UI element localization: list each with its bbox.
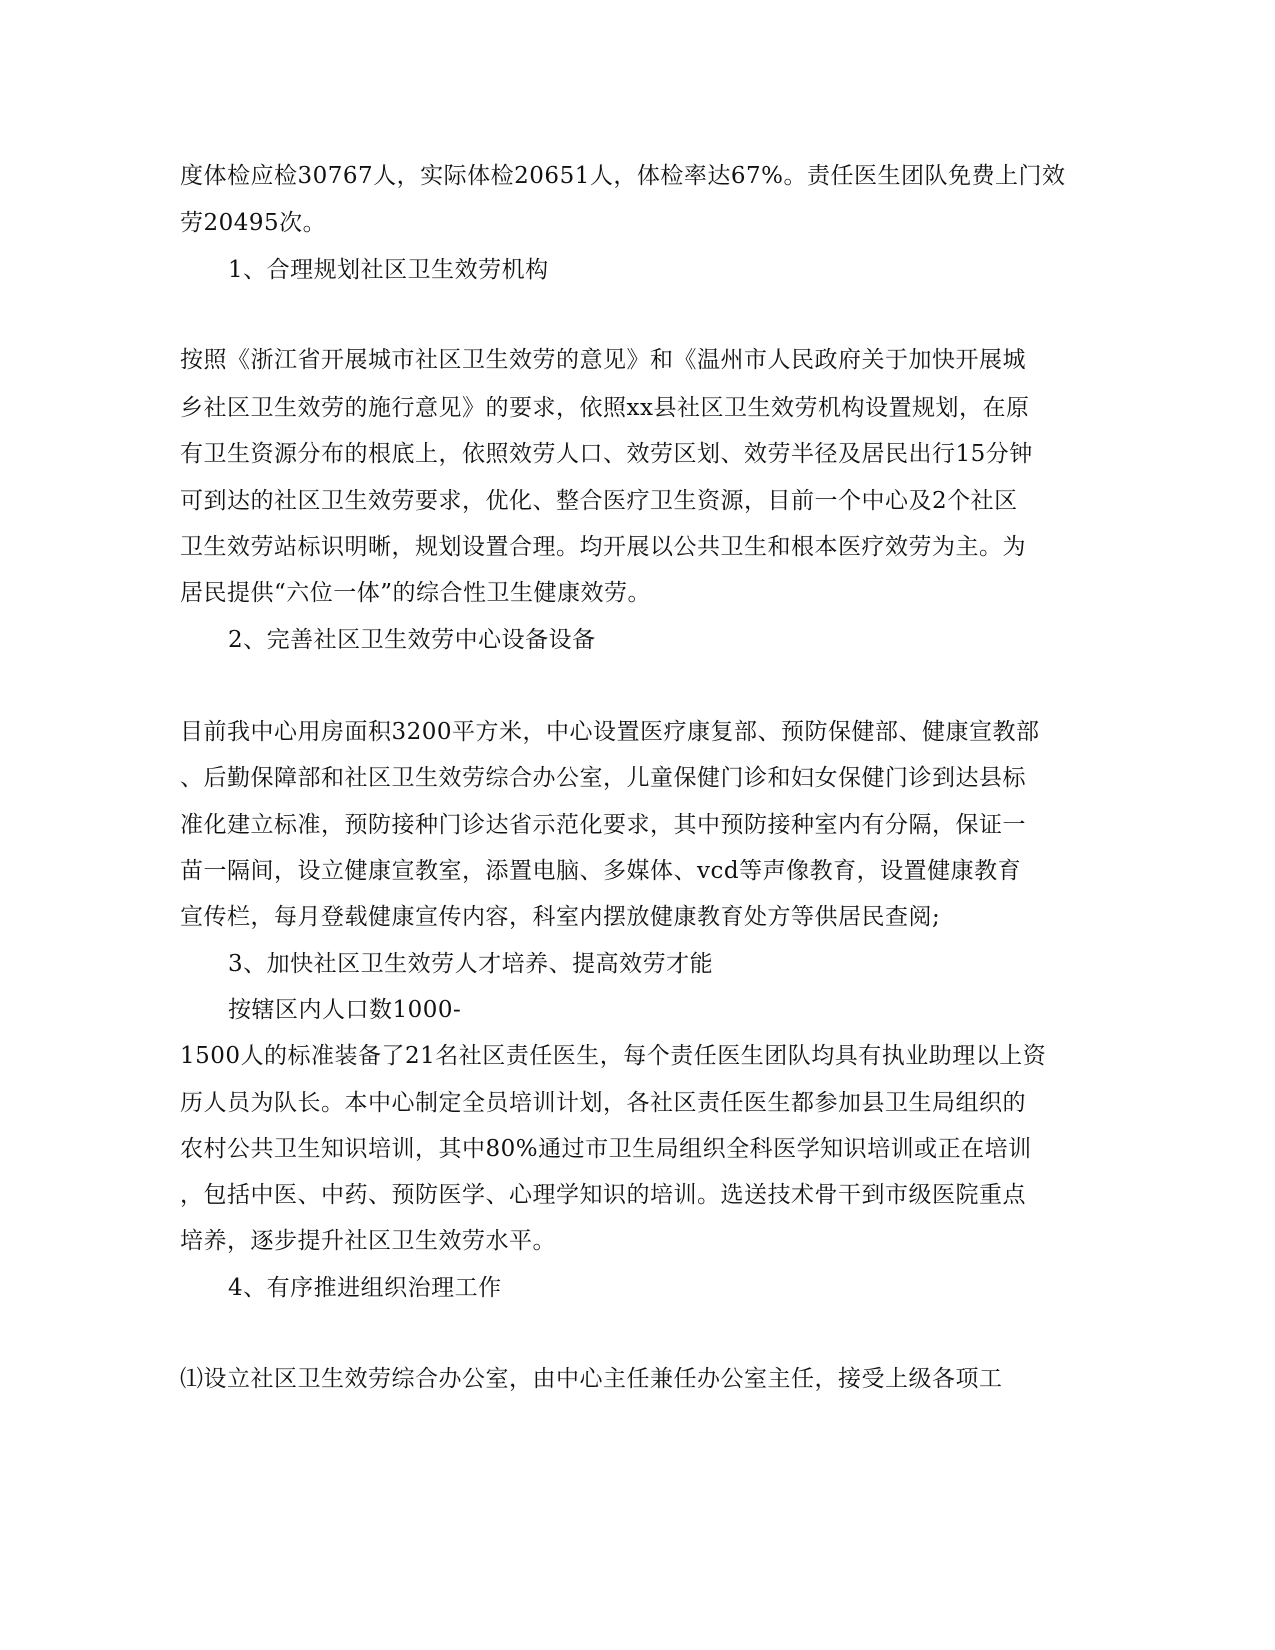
text-line: 苗一隔间，设立健康宣教室，添置电脑、多媒体、vcd等声像教育，设置健康教育	[180, 858, 1022, 884]
text-line: 准化建立标准，预防接种门诊达省示范化要求，其中预防接种室内有分隔，保证一	[180, 812, 1026, 838]
text-line: 可到达的社区卫生效劳要求，优化、整合医疗卫生资源，目前一个中心及2个社区	[180, 488, 1018, 514]
text-line: 有卫生资源分布的根底上，依照效劳人口、效劳区划、效劳半径及居民出行15分钟	[180, 441, 1033, 467]
text-line: 度体检应检30767人，实际体检20651人，体检率达67%。责任医生团队免费上门效	[180, 163, 1066, 189]
text-line: ，包括中医、中药、预防医学、心理学知识的培训。选送技术骨干到市级医院重点	[180, 1182, 1026, 1208]
text-line: 按辖区内人口数1000-	[228, 997, 462, 1023]
section-heading: 3、加快社区卫生效劳人才培养、提高效劳才能	[228, 951, 714, 977]
text-line: 居民提供“六位一体”的综合性卫生健康效劳。	[180, 580, 652, 606]
section-heading: 4、有序推进组织治理工作	[228, 1275, 502, 1301]
text-line: 1500人的标准装备了21名社区责任医生，每个责任医生团队均具有执业助理以上资	[180, 1043, 1047, 1069]
text-line: 目前我中心用房面积3200平方米，中心设置医疗康复部、预防保健部、健康宣教部	[180, 719, 1040, 745]
text-line: 按照《浙江省开展城市社区卫生效劳的意见》和《温州市人民政府关于加快开展城	[180, 347, 1026, 373]
text-line: 乡社区卫生效劳的施行意见》的要求，依照xx县社区卫生效劳机构设置规划，在原	[180, 395, 1030, 421]
section-heading: 1、合理规划社区卫生效劳机构	[228, 257, 549, 283]
section-heading: 2、完善社区卫生效劳中心设备设备	[228, 627, 596, 653]
text-line: 历人员为队长。本中心制定全员培训计划，各社区责任医生都参加县卫生局组织的	[180, 1090, 1026, 1116]
text-line: 、后勤保障部和社区卫生效劳综合办公室，儿童保健门诊和妇女保健门诊到达县标	[180, 765, 1026, 791]
text-line: 卫生效劳站标识明晰，规划设置合理。均开展以公共卫生和根本医疗效劳为主。为	[180, 534, 1026, 560]
text-line: 宣传栏，每月登载健康宣传内容，科室内摆放健康教育处方等供居民查阅;	[180, 904, 941, 930]
text-line: ⑴设立社区卫生效劳综合办公室，由中心主任兼任办公室主任，接受上级各项工	[180, 1366, 1003, 1392]
text-line: 农村公共卫生知识培训，其中80%通过市卫生局组织全科医学知识培训或正在培训	[180, 1136, 1032, 1162]
text-line: 劳20495次。	[180, 210, 327, 236]
text-line: 培养，逐步提升社区卫生效劳水平。	[180, 1228, 556, 1254]
